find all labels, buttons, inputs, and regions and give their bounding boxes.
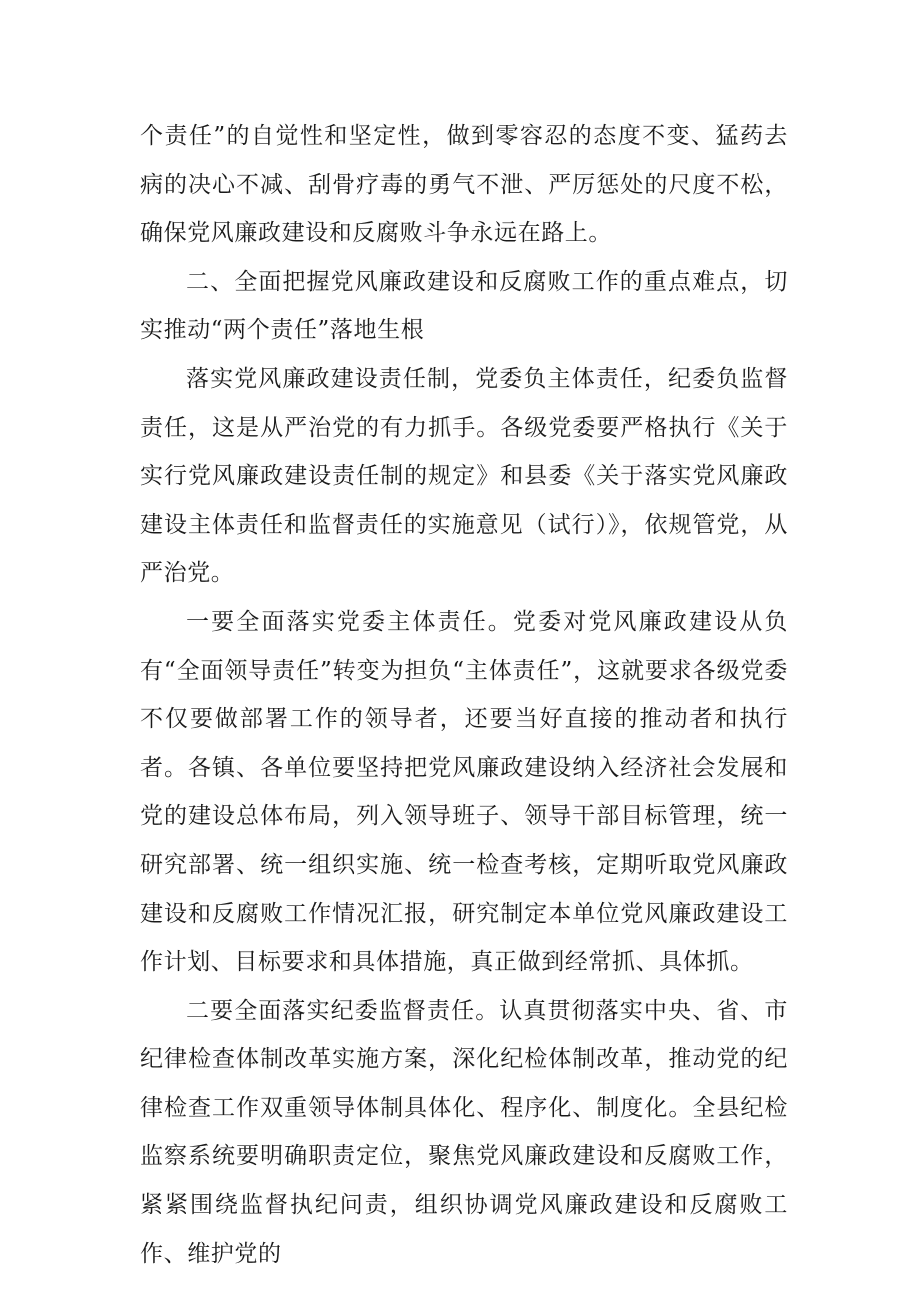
paragraph-party-committee-responsibility: 一要全面落实党委主体责任。党委对党风廉政建设从负有“全面领导责任”转变为担负“主体责任”，这就要求各级党委不仅要做部署工作的领导者，还要当好直接的推动者和执行者。各镇、各单位要坚持把党风廉政建设纳入经济社会发展和党的建设总体布局，列入领导班子、领导干部目标管理，统一研究部署、统一组织实施、统一检查考核，定期听取党风廉政建设和反腐败工作情况汇报，研究制定本单位党风廉政建设工作计划、目标要求和具体措施，真正做到经常抓、具体抓。 — [140, 608, 788, 976]
document-body — [140, 112, 788, 1278]
paragraph-intro: 落实党风廉政建设责任制，党委负主体责任，纪委负监督责任，这是从严治党的有力抓手。各级党委要严格执行《关于实行党风廉政建设责任制的规定》和县委《关于落实党风廉政建设主体责任和监督责任的实施意见（试行）》，依规管党，从严治党。 — [140, 365, 788, 587]
paragraph-discipline-committee-responsibility: 二要全面落实纪委监督责任。认真贯彻落实中央、省、市纪律检查体制改革实施方案，深化纪检体制改革，推动党的纪律检查工作双重领导体制具体化、程序化、制度化。全县纪检监察系统要明确职责定位，聚焦党风廉政建设和反腐败工作，紧紧围绕监督执纪问责，组织协调党风廉政建设和反腐败工作、维护党的 — [140, 997, 788, 1267]
paragraph-continuation: 个责任”的自觉性和坚定性，做到零容忍的态度不变、猛药去病的决心不减、刮骨疗毒的勇气不泄、严厉惩处的尺度不松，确保党风廉政建设和反腐败斗争永远在路上。 — [140, 123, 788, 247]
section-heading: 二、全面把握党风廉政建设和反腐败工作的重点难点，切实推动“两个责任”落地生根 — [140, 268, 788, 344]
